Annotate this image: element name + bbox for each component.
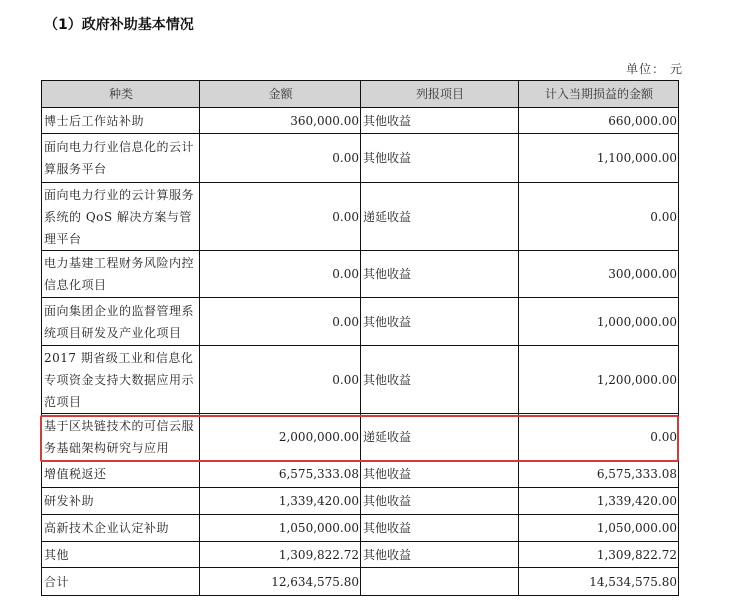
- cell-report-item: 其他收益: [361, 108, 519, 134]
- cell-amount: 12,634,575.80: [200, 568, 361, 596]
- table-row: [42, 298, 679, 346]
- cell-amount: 0.00: [200, 134, 361, 183]
- cell-amount: 6,575,333.08: [200, 461, 361, 488]
- cell-type: 电力基建工程财务风险内控信息化项目: [42, 251, 200, 298]
- cell-pnl-amount: 14,534,575.80: [519, 568, 679, 596]
- cell-type: 面向电力行业的云计算服务系统的 QoS 解决方案与管理平台: [42, 183, 200, 251]
- table-row: [42, 251, 679, 298]
- cell-type: 研发补助: [42, 488, 200, 515]
- cell-pnl-amount: 300,000.00: [519, 251, 679, 298]
- cell-type: 2017 期省级工业和信息化专项资金支持大数据应用示范项目: [42, 346, 200, 414]
- cell-pnl-amount: 0.00: [519, 414, 679, 461]
- table-row: [42, 488, 679, 515]
- cell-report-item: 递延收益: [361, 183, 519, 251]
- table-row: [42, 461, 679, 488]
- cell-type: 基于区块链技术的可信云服务基础架构研究与应用: [42, 414, 200, 461]
- table-row-total: [42, 568, 679, 596]
- cell-type: 其他: [42, 542, 200, 568]
- cell-amount: 1,309,822.72: [200, 542, 361, 568]
- cell-report-item: 其他收益: [361, 298, 519, 346]
- cell-report-item: 其他收益: [361, 346, 519, 414]
- cell-type: 增值税返还: [42, 461, 200, 488]
- cell-amount: 0.00: [200, 346, 361, 414]
- cell-report-item: 其他收益: [361, 251, 519, 298]
- header-type: 种类: [42, 81, 200, 108]
- table-row: [42, 108, 679, 134]
- table-row: [42, 542, 679, 568]
- header-pnl-amount: 计入当期损益的金额: [519, 81, 679, 108]
- cell-amount: 0.00: [200, 298, 361, 346]
- cell-type: 博士后工作站补助: [42, 108, 200, 134]
- cell-amount: 2,000,000.00: [200, 414, 361, 461]
- cell-pnl-amount: 660,000.00: [519, 108, 679, 134]
- government-subsidy-table: [41, 80, 679, 596]
- table-row: [42, 346, 679, 414]
- cell-pnl-amount: 1,339,420.00: [519, 488, 679, 515]
- header-amount: 金额: [200, 81, 361, 108]
- section-title: （1）政府补助基本情况: [44, 17, 194, 33]
- cell-pnl-amount: 1,050,000.00: [519, 515, 679, 542]
- table-row-highlighted: [42, 414, 679, 461]
- cell-pnl-amount: 1,309,822.72: [519, 542, 679, 568]
- cell-pnl-amount: 1,100,000.00: [519, 134, 679, 183]
- cell-amount: 360,000.00: [200, 108, 361, 134]
- cell-report-item: 其他收益: [361, 515, 519, 542]
- cell-type: 合计: [42, 568, 200, 596]
- cell-report-item: [361, 568, 519, 596]
- cell-amount: 1,339,420.00: [200, 488, 361, 515]
- table-row: [42, 134, 679, 183]
- table-row: [42, 515, 679, 542]
- cell-report-item: 其他收益: [361, 488, 519, 515]
- cell-amount: 1,050,000.00: [200, 515, 361, 542]
- cell-type: 面向电力行业信息化的云计算服务平台: [42, 134, 200, 183]
- unit-label: 单位： 元: [626, 62, 683, 76]
- cell-pnl-amount: 1,200,000.00: [519, 346, 679, 414]
- cell-pnl-amount: 6,575,333.08: [519, 461, 679, 488]
- cell-type: 高新技术企业认定补助: [42, 515, 200, 542]
- cell-amount: 0.00: [200, 183, 361, 251]
- cell-report-item: 其他收益: [361, 461, 519, 488]
- cell-report-item: 其他收益: [361, 134, 519, 183]
- cell-report-item: 其他收益: [361, 542, 519, 568]
- table-row: [42, 183, 679, 251]
- cell-pnl-amount: 1,000,000.00: [519, 298, 679, 346]
- cell-pnl-amount: 0.00: [519, 183, 679, 251]
- cell-type: 面向集团企业的监督管理系统项目研发及产业化项目: [42, 298, 200, 346]
- cell-amount: 0.00: [200, 251, 361, 298]
- table-header-row: [42, 81, 679, 108]
- cell-report-item: 递延收益: [361, 414, 519, 461]
- header-report-item: 列报项目: [361, 81, 519, 108]
